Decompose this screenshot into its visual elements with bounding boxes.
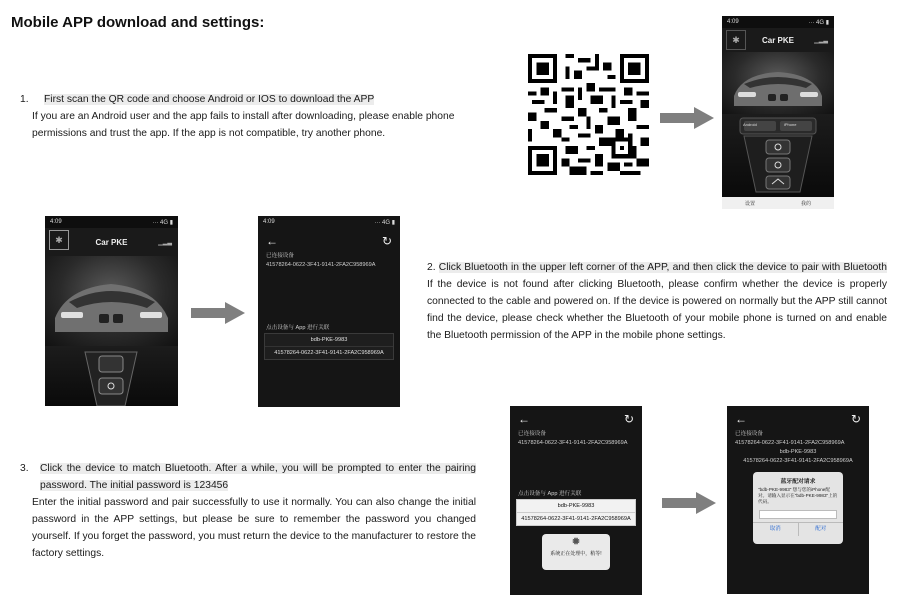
refresh-icon[interactable]: ↻ <box>381 234 392 248</box>
device-name[interactable]: bdb-PKE-9983 <box>517 500 635 513</box>
tab-bar <box>722 197 834 209</box>
ios-label: iPhone <box>784 122 797 127</box>
refresh-icon[interactable]: ↻ <box>850 412 861 426</box>
status-bar <box>45 216 178 228</box>
connected-device-id: 41578264-0622-3F41-9141-2FA2C958969A <box>518 440 628 446</box>
device-id-row: 41578264-0622-3F41-9141-2FA2C958969A <box>743 458 853 464</box>
screen-toolbar <box>258 228 400 252</box>
car-image <box>45 256 178 346</box>
arrow-right-icon <box>662 492 716 514</box>
step-1-heading: First scan the QR code and choose Android or IOS to download the APP <box>44 94 375 105</box>
step-1-line-1: If you are an Android user and the app fails to install after downloading, please enable phone <box>32 111 455 122</box>
device-name[interactable]: bdb-PKE-9983 <box>265 334 393 347</box>
pair-button[interactable]: 配对 <box>815 526 827 532</box>
available-devices-label: 点击设备与 App 进行关联 <box>266 325 330 331</box>
step-2-body: If the device is not found after clicking Bluetooth, please confirm whether the device is properly connected to the cable and powered on. If the device is powered on normally but the APP still cannot find the device, please check whether the Bluetooth of your mobile phone is turned on and enable the Bluetooth permission of the APP in the mobile phone settings. <box>427 279 887 341</box>
spinner-icon: ✹ <box>571 536 581 548</box>
page-title: Mobile APP download and settings: <box>11 14 265 31</box>
step-2-heading: Click Bluetooth in the upper left corner of the APP, and then click the device to pair with Bluetooth <box>438 262 887 273</box>
step-1-number: 1. <box>20 94 29 105</box>
device-list <box>264 333 394 360</box>
status-bar <box>258 216 400 228</box>
tab-mine[interactable]: 我的 <box>800 200 811 207</box>
device-id[interactable]: 41578264-0622-3F41-9141-2FA2C958969A <box>274 350 384 356</box>
app-header <box>722 28 834 52</box>
step-3-body: Enter the initial password and pair successfully to use it normally. You can also change the initial password in the APP settings, but please be sure to remember the password you changed yourself. If you forget the password, you must return the device to the manufacturer to restore the factory settings. <box>32 497 476 559</box>
device-id[interactable]: 41578264-0622-3F41-9141-2FA2C958969A <box>521 516 631 522</box>
start-button-panel <box>722 114 834 197</box>
connected-devices-label: 已连接设备 <box>518 431 546 437</box>
download-qr-code <box>528 54 649 175</box>
car-image <box>722 52 834 114</box>
device-name-row: bdb-PKE-9983 <box>779 449 817 455</box>
available-devices-label: 点击设备与 App 进行关联 <box>518 491 582 497</box>
pairing-dialog-actions <box>753 522 843 536</box>
loading-message: 系统正在处理中，稍等! <box>550 551 602 557</box>
start-button-panel <box>45 346 178 406</box>
cancel-button[interactable]: 取消 <box>753 523 799 536</box>
back-arrow-icon[interactable]: ← <box>518 412 530 426</box>
arrow-right-icon <box>191 302 245 324</box>
step-2-text <box>427 259 887 344</box>
status-indicators: ··· 4G ▮ <box>374 219 395 226</box>
back-arrow-icon[interactable]: ← <box>266 234 278 248</box>
connected-devices-label: 已连接设备 <box>735 431 763 437</box>
bluetooth-logo-icon[interactable]: ✱ <box>49 230 69 250</box>
step-1-line-2: permissions and trust the app. If the app is not compatible, try another phone. <box>32 128 386 139</box>
pairing-dialog-message: "bdb-PKE-9983" 想与您的iPhone配对。请输入显示在"bdb-PKE-9983"上的代码。 <box>758 487 838 504</box>
step-3-heading-line <box>20 460 476 494</box>
arrow-right-icon <box>660 107 714 129</box>
app-title: Car PKE <box>761 35 794 45</box>
connected-devices-label: 已连接设备 <box>266 253 294 259</box>
app-home-screen-bluetooth <box>45 216 178 406</box>
step-3-text <box>20 460 476 562</box>
android-label: Android <box>743 122 757 127</box>
back-arrow-icon[interactable]: ← <box>735 412 747 426</box>
signal-icon: ▁▂▃ <box>158 239 172 246</box>
app-title: Car PKE <box>95 237 128 247</box>
device-list <box>516 499 636 526</box>
refresh-icon[interactable]: ↻ <box>623 412 634 426</box>
pairing-request-screen <box>727 406 869 594</box>
step-1-text <box>20 91 480 142</box>
step-3-number: 3. <box>20 463 29 474</box>
screen-toolbar <box>727 406 869 430</box>
app-home-screen <box>722 16 834 209</box>
tab-settings[interactable]: 设置 <box>744 200 755 207</box>
bluetooth-logo-icon[interactable]: ✱ <box>726 30 746 50</box>
signal-icon: ▁▂▃ <box>814 37 828 44</box>
status-time: 4:09 <box>50 219 62 225</box>
status-indicators: ··· 4G ▮ <box>152 219 173 226</box>
pairing-dialog-title: 蓝牙配对请求 <box>780 479 816 485</box>
status-time: 4:09 <box>727 19 739 25</box>
status-indicators: ··· 4G ▮ <box>808 19 829 26</box>
status-time: 4:09 <box>263 219 275 225</box>
loading-dialog <box>542 534 610 570</box>
device-list-screen <box>258 216 400 407</box>
step-3-heading: Click the device to match Bluetooth. After a while, you will be prompted to enter the pairing password. The initial password is 123456 <box>40 463 476 491</box>
connected-device-id: 41578264-0622-3F41-9141-2FA2C958969A <box>266 262 376 268</box>
screen-toolbar <box>510 406 642 430</box>
status-bar <box>722 16 834 28</box>
connected-device-id: 41578264-0622-3F41-9141-2FA2C958969A <box>735 440 845 446</box>
step-1-heading-line <box>20 91 480 108</box>
pairing-dialog <box>753 472 843 544</box>
step-2-number: 2. <box>427 262 436 273</box>
device-connecting-screen <box>510 406 642 595</box>
pairing-code-input[interactable] <box>759 510 837 519</box>
app-header <box>45 228 178 256</box>
